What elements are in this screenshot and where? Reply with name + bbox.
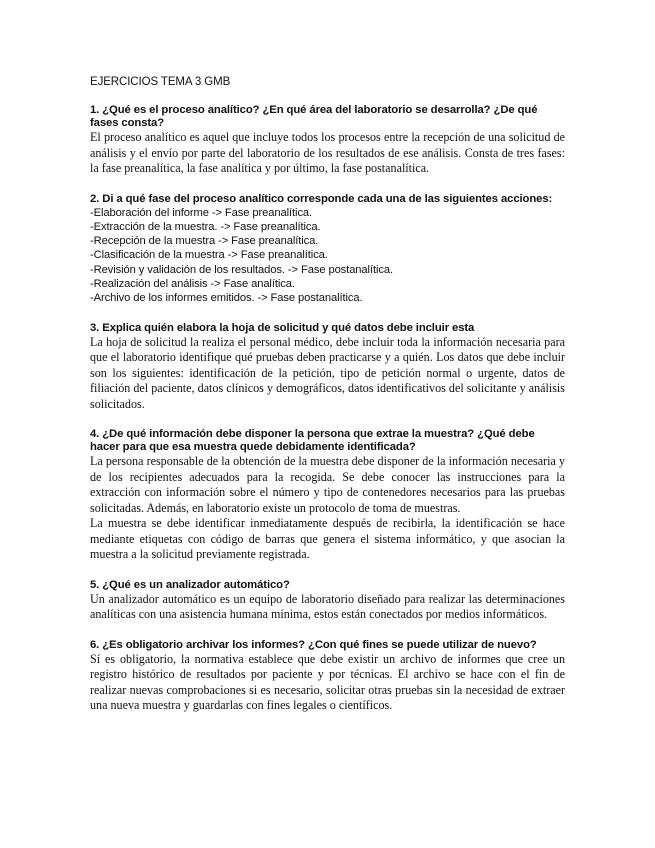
question-6-section xyxy=(90,639,565,714)
question-6-heading: 6. ¿Es obligatorio archivar los informes? ¿Con qué fines se puede utilizar de nuevo? xyxy=(90,638,537,651)
document-title: EJERCICIOS TEMA 3 GMB xyxy=(90,76,231,88)
question-2-heading: 2. Di a qué fase del proceso analítico corresponde cada una de las siguientes acciones: xyxy=(90,192,553,205)
list-item: -Clasificación de la muestra -> Fase preanalítica. xyxy=(90,249,328,262)
question-5-section xyxy=(90,579,565,623)
question-1-answer: El proceso analítico es aquel que incluye todos los procesos entre la recepción de una solicitud de análisis y el envío por parte del laboratorio de los resultados de ese análisis. Consta de tres fases: la fase preanalítica, la fase analítica y por último, la fase postanalítica. xyxy=(90,130,565,175)
document-page xyxy=(90,76,565,730)
question-3-answer: La hoja de solicitud la realiza el personal médico, debe incluir toda la información necesaria para que el laboratorio identifique qué pruebas deben practicarse y a quién. Los datos que debe incluir son los siguientes: identificación de la petición, tipo de petición normal o urgente, datos de filiación del paciente, datos clínicos y demográficos, datos identificativos del solicitante y análisis solicitados. xyxy=(90,334,565,411)
question-2-action-list xyxy=(90,206,565,306)
list-item: -Realización del análisis -> Fase analítica. xyxy=(90,277,295,290)
question-1-section xyxy=(90,104,565,177)
list-item: -Extracción de la muestra. -> Fase preanalítica. xyxy=(90,220,321,233)
list-item: -Archivo de los informes emitidos. -> Fase postanalítica. xyxy=(90,292,363,305)
list-item: -Elaboración del informe -> Fase preanalítica. xyxy=(90,206,313,219)
question-3-heading: 3. Explica quién elabora la hoja de solicitud y qué datos debe incluir esta xyxy=(90,321,475,334)
question-3-section xyxy=(90,322,565,413)
list-item: -Revisión y validación de los resultados. -> Fase postanalítica. xyxy=(90,263,393,276)
question-6-answer: Sí es obligatorio, la normativa establece que debe existir un archivo de informes que cree un registro histórico de resultados por paciente y por técnicas. El archivo se hace con el fin de realizar nuevas comprobaciones si es necesario, solicitar otras pruebas sin la necesidad de extraer una nueva muestra y guardarlas con fines legales o científicos. xyxy=(90,651,565,713)
question-4-section xyxy=(90,428,565,563)
question-4-heading: 4. ¿De qué información debe disponer la persona que extrae la muestra? ¿Qué debe hacer para que esa muestra quede debidamente identificada? xyxy=(90,428,535,454)
question-2-section xyxy=(90,193,565,306)
question-5-heading: 5. ¿Qué es un analizador automático? xyxy=(90,578,290,591)
question-5-answer: Un analizador automático es un equipo de laboratorio diseñado para realizar las determinaciones analíticas con una asistencia humana mínima, estos están conectados por medios informáticos. xyxy=(90,591,565,622)
question-4-answer: La persona responsable de la obtención de la muestra debe disponer de la información necesaria y de los recipientes adecuados para la recogida. Se debe conocer las instrucciones para la extracción con información sobre el número y tipo de contenedores necesarios para las pruebas solicitadas. Además, en laboratorio existe un protocolo de toma de muestras. xyxy=(90,454,565,515)
question-4-answer-continued: La muestra se debe identificar inmediatamente después de recibirla, la identificación se hace mediante etiquetas con código de barras que genera el sistema informático, y que asocian la muestra a la solicitud previamente registrada. xyxy=(90,516,565,562)
list-item: -Recepción de la muestra -> Fase preanalítica. xyxy=(90,235,319,248)
question-1-heading: 1. ¿Qué es el proceso analítico? ¿En qué área del laboratorio se desarrolla? ¿De qué fases consta? xyxy=(90,104,538,129)
